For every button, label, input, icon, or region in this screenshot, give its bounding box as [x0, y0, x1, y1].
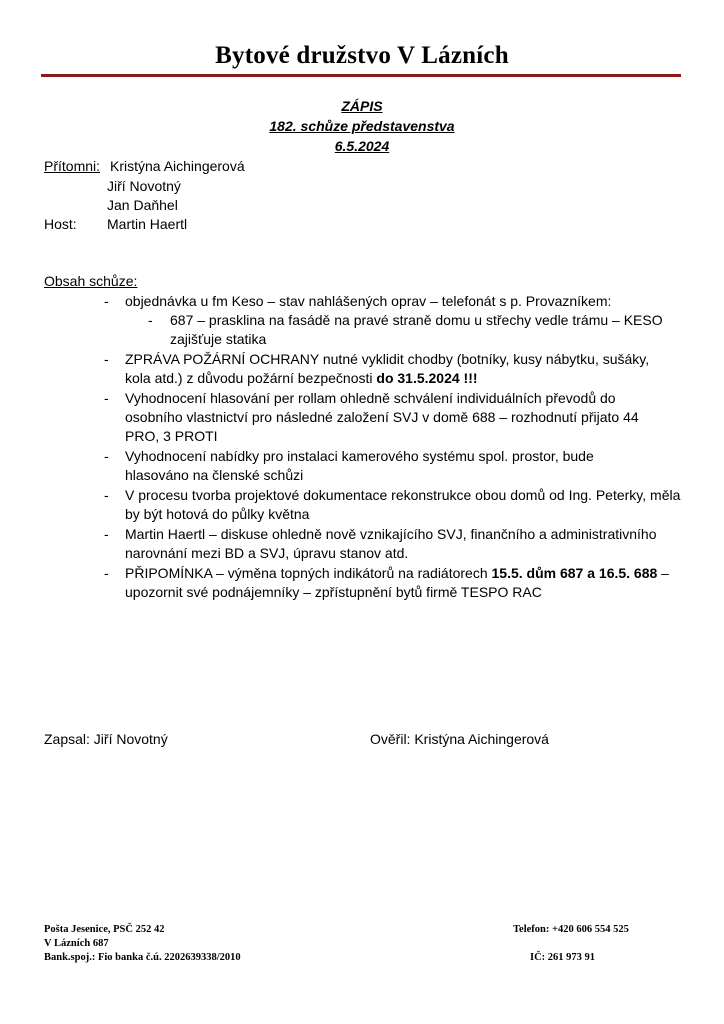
agenda-item: [125, 292, 685, 311]
agenda-item: [125, 525, 685, 563]
present-person: Kristýna Aichingerová: [110, 158, 245, 174]
guest-name: Martin Haertl: [107, 216, 188, 232]
bullet-dash: -: [104, 487, 109, 503]
present-label: Přítomni:: [44, 158, 101, 174]
bullet-dash: -: [104, 390, 109, 406]
present-person: Jan Daňhel: [107, 197, 178, 213]
agenda-item-text: V procesu tvorba projektové dokumentace rekonstrukce obou domů od Ing. Peterky, měla by být hotová do půlky května: [125, 487, 681, 522]
recorded-by: Zapsal: Jiří Novotný: [44, 731, 168, 747]
doc-date: 6.5.2024: [334, 138, 390, 154]
agenda-label: Obsah schůze:: [44, 273, 138, 289]
agenda-subitem: [170, 311, 675, 349]
agenda-item-bold: 15.5. dům 687 a 16.5. 688: [491, 565, 658, 581]
agenda-item: [125, 447, 625, 485]
footer-address: Pošta Jesenice, PSČ 252 42: [44, 924, 165, 935]
agenda-item-text: PŘIPOMÍNKA – výměna topných indikátorů na radiátorech: [125, 565, 492, 581]
page-title: Bytové družstvo V Lázních: [215, 42, 509, 69]
agenda-item-text: objednávka u fm Keso – stav nahlášených oprav – telefonát s p. Provazníkem:: [125, 293, 612, 309]
agenda-item: [125, 564, 675, 602]
agenda-item: [125, 350, 675, 388]
footer-address: V Lázních 687: [44, 938, 109, 949]
footer-ico: IČ: 261 973 91: [530, 952, 596, 963]
agenda-item-bold: do 31.5.2024 !!!: [376, 370, 478, 386]
doc-subheading: 182. schůze představenstva: [269, 118, 455, 134]
bullet-dash: -: [104, 448, 109, 464]
bullet-dash: -: [148, 312, 153, 328]
bullet-dash: -: [104, 351, 109, 367]
doc-heading: ZÁPIS: [341, 98, 383, 114]
agenda-item-text: ZPRÁVA POŽÁRNÍ OCHRANY nutné vyklidit chodby (botníky, kusy nábytku, sušáky, kola atd.) z důvodu požární bezpečnosti: [125, 351, 650, 386]
present-person: Jiří Novotný: [107, 178, 181, 194]
agenda-item-text: 687 – prasklina na fasádě na pravé straně domu u střechy vedle trámu – KESO zajišťuje statika: [170, 312, 663, 347]
agenda-item-text: Martin Haertl – diskuse ohledně nově vznikajícího SVJ, finančního a administrativního narovnání mezi BD a SVJ, úpravu stanov atd.: [125, 526, 657, 561]
verified-by: Ověřil: Kristýna Aichingerová: [370, 731, 549, 747]
agenda-item: [125, 486, 685, 524]
title-divider: [41, 74, 681, 77]
agenda-item-text: – upozornit své podnájemníky – zpřístupnění bytů firmě TESPO RAC: [125, 565, 669, 600]
bullet-dash: -: [104, 526, 109, 542]
bullet-dash: -: [104, 293, 109, 309]
bullet-dash: -: [104, 565, 109, 581]
agenda-item-text: Vyhodnocení nabídky pro instalaci kamerového systému spol. prostor, bude hlasováno na členské schůzi: [125, 448, 594, 483]
agenda-item: [125, 389, 660, 446]
footer-phone: Telefon: +420 606 554 525: [513, 924, 629, 935]
guest-label: Host:: [44, 216, 77, 232]
footer-bank: Bank.spoj.: Fio banka č.ú. 2202639338/2010: [44, 952, 241, 963]
agenda-item-text: Vyhodnocení hlasování per rollam ohledně schválení individuálních převodů do osobního vlastnictví pro následné založení SVJ v domě 688 – rozhodnutí přijato 44 PRO, 3 PROTI: [125, 390, 639, 444]
